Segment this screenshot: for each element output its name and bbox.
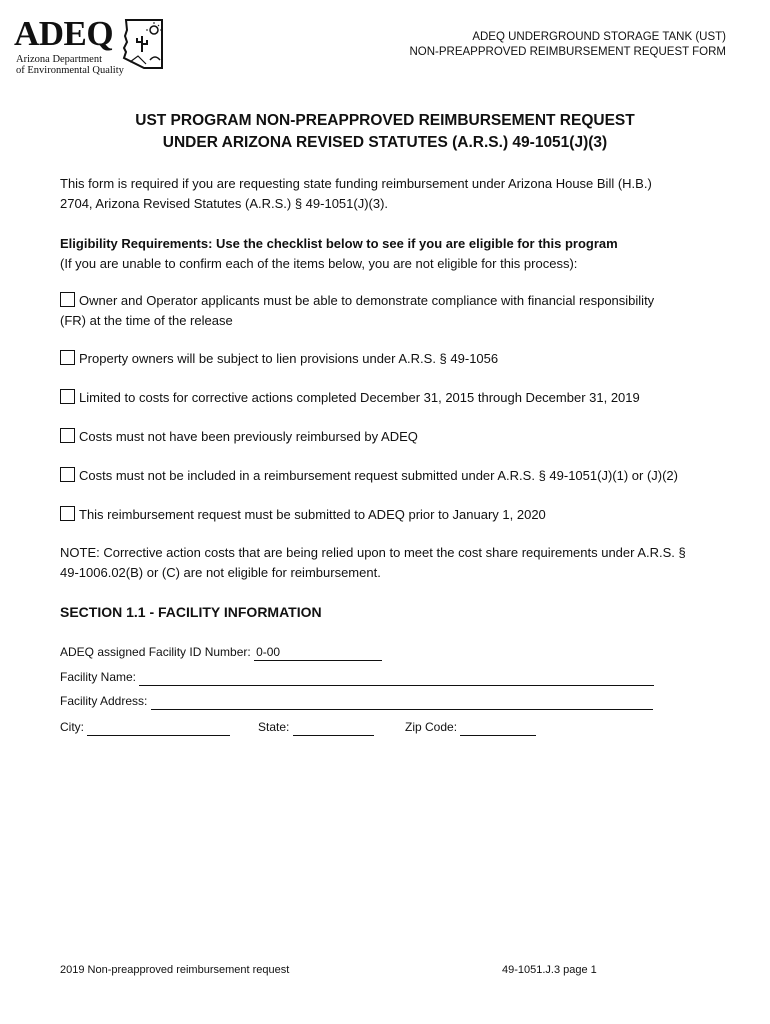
state-label: State: — [258, 720, 290, 734]
logo-subtitle — [16, 54, 124, 76]
city-label: City: — [60, 720, 84, 734]
eligibility-checkbox[interactable] — [60, 350, 75, 365]
intro-paragraph — [60, 174, 730, 214]
eligibility-heading: Eligibility Requirements: Use the checklist below to see if you are eligible for this program — [60, 236, 618, 251]
header-line1: ADEQ UNDERGROUND STORAGE TANK (UST) — [472, 31, 726, 43]
state-field[interactable] — [293, 720, 374, 736]
logo-subtitle-line1: Arizona Department — [16, 54, 103, 65]
facility-name-label: Facility Name: — [60, 670, 137, 684]
eligibility-block — [60, 234, 730, 274]
note-line2: 49-1006.02(B) or (C) are not eligible for reimbursement. — [60, 565, 381, 580]
eligibility-checkbox[interactable] — [60, 506, 75, 521]
eligibility-checkbox[interactable] — [60, 467, 75, 482]
logo-subtitle-line2: of Environmental Quality — [16, 65, 124, 76]
note-line1: NOTE: Corrective action costs that are being relied upon to meet the cost share requirements under A.R.S. § — [60, 545, 686, 560]
checklist-item — [60, 349, 730, 369]
page-title — [0, 110, 770, 154]
zip-row — [405, 718, 536, 736]
facility-address-row — [60, 692, 653, 710]
checklist-item-text-cont: (FR) at the time of the release — [60, 313, 233, 328]
intro-line1: This form is required if you are requesting state funding reimbursement under Arizona House Bill (H.B.) — [60, 176, 652, 191]
intro-line2: 2704, Arizona Revised Statutes (A.R.S.) § 49-1051(J)(3). — [60, 196, 389, 211]
section-title: SECTION 1.1 - FACILITY INFORMATION — [60, 604, 322, 620]
eligibility-checkbox[interactable] — [60, 389, 75, 404]
checklist-item — [60, 291, 730, 331]
checklist-item — [60, 427, 730, 447]
title-line2: UNDER ARIZONA REVISED STATUTES (A.R.S.) 49-1051(J)(3) — [162, 134, 608, 151]
facility-name-row — [60, 668, 654, 686]
state-row — [258, 718, 374, 736]
eligibility-checkbox[interactable] — [60, 292, 75, 307]
city-field[interactable] — [87, 720, 230, 736]
city-row — [60, 718, 230, 736]
zip-field[interactable] — [460, 720, 536, 736]
footer-page-number: 49-1051.J.3 page 1 — [502, 964, 597, 976]
logo-wordmark: ADEQ — [14, 14, 114, 53]
checklist-item-text: Owner and Operator applicants must be able to demonstrate compliance with financial responsibility — [79, 293, 655, 308]
footer-form-name: 2019 Non-preapproved reimbursement request — [60, 964, 290, 976]
adeq-logo — [14, 14, 159, 76]
checklist-item-text: Property owners will be subject to lien provisions under A.R.S. § 49-1056 — [79, 351, 499, 366]
facility-address-field[interactable] — [151, 694, 653, 710]
eligibility-subtext: (If you are unable to confirm each of the items below, you are not eligible for this process): — [60, 256, 578, 271]
facility-address-label: Facility Address: — [60, 694, 148, 708]
title-line1: UST PROGRAM NON-PREAPPROVED REIMBURSEMENT REQUEST — [135, 112, 635, 129]
checklist-item-text: Costs must not have been previously reimbursed by ADEQ — [79, 429, 418, 444]
facility-name-field[interactable] — [139, 670, 654, 686]
eligibility-checkbox[interactable] — [60, 428, 75, 443]
facility-id-label: ADEQ assigned Facility ID Number: — [60, 645, 251, 659]
checklist-item-text: Costs must not be included in a reimbursement request submitted under A.R.S. § 49-1051(J)(1) or (J)(2) — [79, 468, 678, 483]
checklist-item — [60, 466, 730, 486]
checklist-item — [60, 388, 730, 408]
checklist-item — [60, 505, 730, 525]
facility-id-row — [60, 643, 382, 661]
facility-id-field[interactable]: 0-00 — [254, 645, 382, 661]
zip-label: Zip Code: — [405, 720, 458, 734]
checklist-item-text: This reimbursement request must be submitted to ADEQ prior to January 1, 2020 — [79, 507, 546, 522]
form-header — [409, 30, 726, 60]
header-line2: NON-PREAPPROVED REIMBURSEMENT REQUEST FORM — [409, 46, 726, 58]
checklist-item-text: Limited to costs for corrective actions completed December 31, 2015 through December 31, 2019 — [79, 390, 640, 405]
note-paragraph — [60, 543, 730, 583]
arizona-state-icon — [122, 18, 166, 72]
